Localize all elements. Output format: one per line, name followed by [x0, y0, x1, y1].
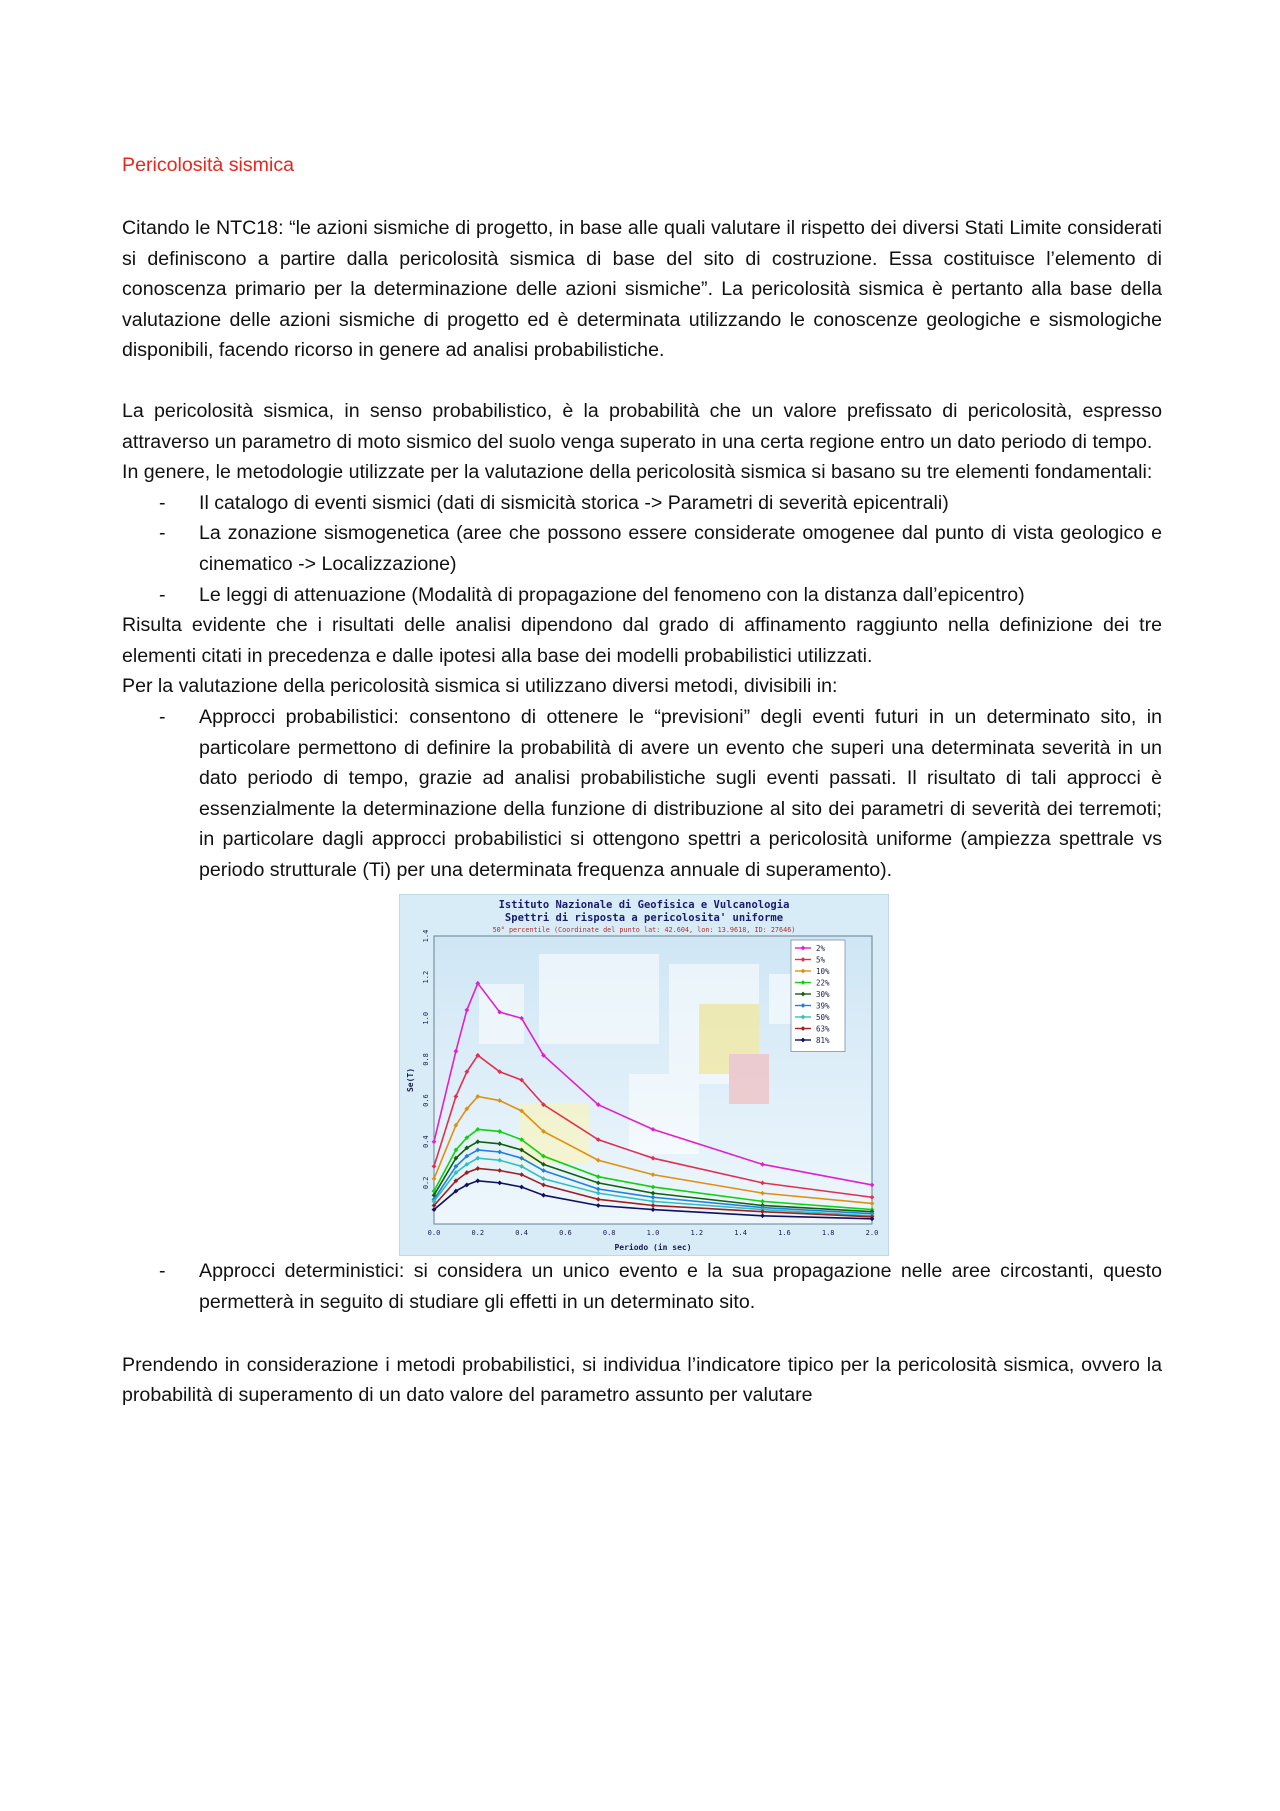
chart-note: 50° percentile (Coordinate del punto lat: 42.604, lon: 13.9618, ID: 27646) — [492, 926, 796, 935]
legend-label: 39% — [816, 1001, 830, 1011]
document-content — [122, 150, 1162, 1411]
legend-label: 63% — [816, 1024, 830, 1034]
y-tick-label: 0.6 — [422, 1094, 430, 1108]
legend-label: 50% — [816, 1013, 830, 1023]
y-tick-label: 0.8 — [422, 1053, 430, 1067]
x-tick-label: 2.0 — [865, 1229, 879, 1238]
list-item: - Le leggi di attenuazione (Modalità di propagazione del fenomeno con la distanza dall’epicentro) — [199, 580, 1162, 611]
x-tick-label: 1.6 — [778, 1229, 791, 1238]
x-tick-label: 0.0 — [427, 1229, 441, 1238]
hazard-spectra-chart — [399, 894, 889, 1256]
x-tick-label: 1.0 — [646, 1229, 660, 1238]
approaches-list-deterministic — [122, 1256, 1162, 1317]
x-tick-label: 1.2 — [690, 1229, 704, 1238]
y-axis-label: Se(T) — [406, 1068, 415, 1093]
chart-title: Istituto Nazionale di Geofisica e Vulcanologia — [498, 899, 790, 912]
y-tick-label: 1.0 — [422, 1012, 430, 1026]
list-item: - Approcci deterministici: si considera un unico evento e la sua propagazione nelle aree circostanti, questo permetterà in seguito di studiare gli effetti in un determinato sito. — [199, 1256, 1162, 1317]
approaches-list-probabilistic — [122, 702, 1162, 886]
y-tick-label: 1.2 — [422, 971, 430, 984]
list-item: - Approcci probabilistici: consentono di ottenere le “previsioni” degli eventi futuri in un determinato sito, in particolare permettono di definire la probabilità di avere un evento che superi una determinata severità in un dato periodo di tempo, grazie ad analisi probabilistiche sugli eventi passati. Il risultato di tali approcci è essenzialmente la determinazione della funzione di distribuzione al sito dei parametri di severità dei terremoti; in particolare dagli approcci probabilistici si ottengono spettri a pericolosità uniforme (ampiezza spettrale vs periodo strutturale (Ti) per una determinata frequenza annuale di superamento). — [199, 702, 1162, 886]
hazard-spectra-figure — [399, 894, 889, 1256]
paragraph-methods-intro: Per la valutazione della pericolosità sismica si utilizzano diversi metodi, divisibili in: — [122, 675, 838, 698]
x-axis-label: Periodo (in sec) — [614, 1243, 692, 1253]
y-tick-label: 1.4 — [422, 930, 430, 943]
legend-label: 30% — [816, 990, 830, 1000]
paragraph-results: Risulta evidente che i risultati delle analisi dipendono dal grado di affinamento raggiunto nella definizione dei tre elementi citati in precedenza e dalle ipotesi alla base dei modelli probabilistici utilizzati. — [122, 614, 1162, 667]
legend-label: 2% — [816, 944, 826, 954]
paragraph-probabilistic-definition: La pericolosità sismica, in senso probabilistico, è la probabilità che un valore prefissato di pericolosità, espresso attraverso un parametro di moto sismico del suolo venga superato in una certa regione entro un dato periodo di tempo. — [122, 399, 1162, 453]
y-tick-label: 0.2 — [422, 1176, 430, 1190]
x-tick-label: 1.8 — [821, 1229, 835, 1238]
paragraph-methodologies: In genere, le metodologie utilizzate per la valutazione della pericolosità sismica si basano su tre elementi fondamentali: — [122, 461, 1153, 484]
chart-subtitle: Spettri di risposta a pericolosita' uniforme — [504, 912, 784, 925]
legend-label: 10% — [816, 967, 830, 977]
list-item: - La zonazione sismogenetica (aree che possono essere considerate omogenee dal punto di vista geologico e cinematico -> Localizzazione) — [199, 518, 1162, 579]
x-tick-label: 0.2 — [471, 1229, 485, 1238]
y-tick-label: 0.4 — [422, 1135, 430, 1149]
fundamental-elements-list — [122, 488, 1162, 610]
x-tick-label: 0.6 — [559, 1229, 572, 1238]
paragraph-probabilistic-indicator: Prendendo in considerazione i metodi probabilistici, si individua l’indicatore tipico per la pericolosità sismica, ovvero la probabilità di superamento di un dato valore del parametro assunto per valutare — [122, 1353, 1162, 1407]
legend-label: 5% — [816, 955, 826, 965]
list-item: - Il catalogo di eventi sismici (dati di sismicità storica -> Parametri di severità epicentrali) — [199, 488, 1162, 519]
legend-label: 81% — [816, 1036, 830, 1046]
x-tick-label: 1.4 — [734, 1229, 747, 1238]
paragraph-ntc18-quote: Citando le NTC18: “le azioni sismiche di progetto, in base alle quali valutare il rispetto dei diversi Stati Limite considerati si definiscono a partire dalla pericolosità sismica di base del sito di costruzione. Essa costituisce l’elemento di conoscenza primario per la determinazione delle azioni sismiche”. La pericolosità sismica è pertanto alla base della valutazione delle azioni sismiche di progetto ed è determinata utilizzando le conoscenze geologiche e sismologiche disponibili, facendo ricorso in genere ad analisi probabilistiche. — [122, 217, 1162, 362]
section-heading: Pericolosità sismica — [122, 154, 295, 176]
x-tick-label: 0.8 — [602, 1229, 616, 1238]
legend-label: 22% — [816, 978, 830, 988]
x-tick-label: 0.4 — [515, 1229, 528, 1238]
